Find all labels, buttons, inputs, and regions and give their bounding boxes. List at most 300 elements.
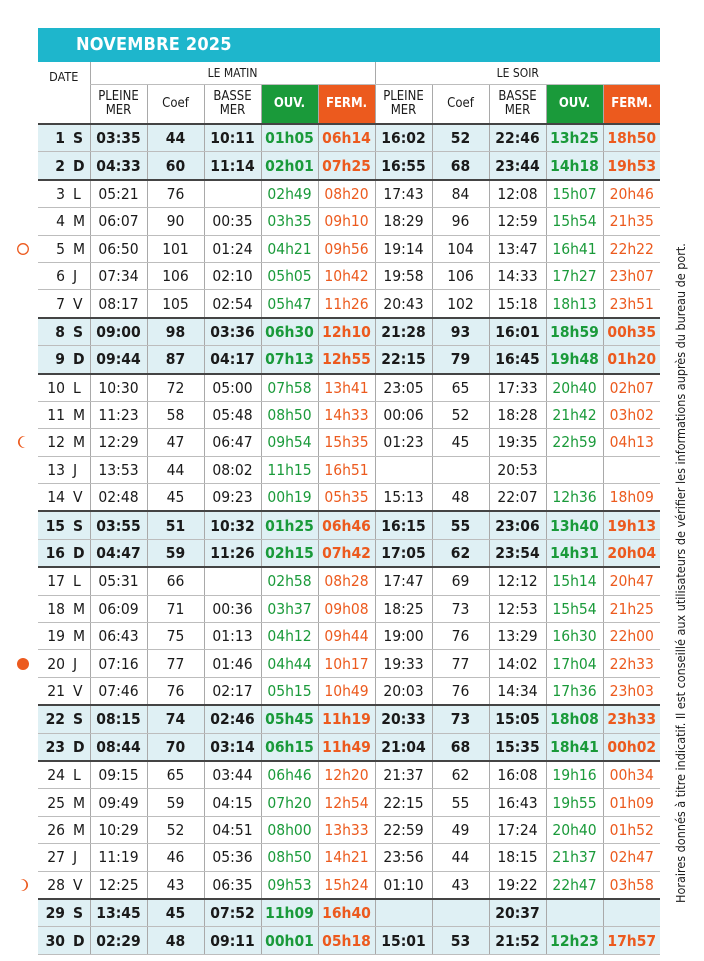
coef-evening-cell: 62	[432, 539, 489, 567]
high-tide-morning-cell: 11:19	[90, 844, 147, 871]
closing-evening-cell: 22h22	[603, 235, 660, 262]
table-row	[38, 262, 660, 289]
closing-morning-cell: 10h49	[318, 677, 375, 705]
opening-evening-cell	[546, 899, 603, 927]
high-tide-morning-cell: 09:44	[90, 346, 147, 374]
opening-evening-cell: 15h07	[546, 180, 603, 208]
closing-morning-cell: 09h44	[318, 623, 375, 650]
high-tide-morning-cell: 13:45	[90, 899, 147, 927]
table-row	[38, 816, 660, 843]
low-tide-morning-cell: 05:00	[204, 374, 261, 402]
closing-evening-cell: 18h09	[603, 484, 660, 512]
high-tide-morning-cell: 05:21	[90, 180, 147, 208]
opening-morning-cell: 11h15	[261, 456, 318, 483]
table-row	[38, 733, 660, 761]
coef-evening-cell: 73	[432, 595, 489, 622]
table-row	[38, 401, 660, 428]
coef-morning-cell: 44	[147, 456, 204, 483]
low-tide-evening-cell: 18:15	[489, 844, 546, 871]
opening-evening-cell: 18h59	[546, 318, 603, 346]
low-tide-morning-cell: 06:47	[204, 429, 261, 456]
opening-morning-cell: 02h49	[261, 180, 318, 208]
low-tide-morning-cell: 03:14	[204, 733, 261, 761]
closing-evening-cell: 18h50	[603, 124, 660, 152]
closing-evening-cell: 21h25	[603, 595, 660, 622]
table-row	[38, 595, 660, 622]
low-tide-morning-cell	[204, 567, 261, 595]
coef-evening-cell: 102	[432, 290, 489, 318]
coef-evening-cell: 44	[432, 844, 489, 871]
low-tide-evening-cell: 18:28	[489, 401, 546, 428]
low-tide-morning-cell: 04:51	[204, 816, 261, 843]
coef-morning-cell: 105	[147, 290, 204, 318]
opening-morning-cell: 00h19	[261, 484, 318, 512]
low-tide-morning-cell: 02:54	[204, 290, 261, 318]
closing-evening-cell	[603, 456, 660, 483]
opening-evening-cell: 17h27	[546, 262, 603, 289]
opening-morning-cell: 00h01	[261, 927, 318, 954]
high-tide-morning-cell: 06:07	[90, 208, 147, 235]
opening-evening-cell: 22h59	[546, 429, 603, 456]
opening-header-morning: OUV.	[261, 85, 318, 125]
low-tide-morning-cell: 09:11	[204, 927, 261, 954]
high-tide-morning-cell: 05:31	[90, 567, 147, 595]
coef-evening-cell: 73	[432, 705, 489, 733]
table-row	[38, 429, 660, 456]
high-tide-morning-cell: 12:25	[90, 871, 147, 899]
coef-evening-cell: 62	[432, 761, 489, 789]
opening-morning-cell: 08h50	[261, 844, 318, 871]
closing-morning-cell: 13h41	[318, 374, 375, 402]
opening-evening-cell	[546, 456, 603, 483]
high-tide-evening-cell: 15:01	[375, 927, 432, 954]
high-tide-morning-cell: 04:33	[90, 152, 147, 180]
table-row	[38, 318, 660, 346]
high-tide-morning-cell: 09:15	[90, 761, 147, 789]
low-tide-evening-cell: 19:22	[489, 871, 546, 899]
weekday-cell: V	[69, 484, 90, 512]
coef-evening-cell: 68	[432, 733, 489, 761]
closing-morning-cell: 07h42	[318, 539, 375, 567]
weekday-cell: L	[69, 180, 90, 208]
high-tide-evening-cell: 17:43	[375, 180, 432, 208]
coef-morning-cell: 48	[147, 927, 204, 954]
low-tide-morning-cell	[204, 180, 261, 208]
low-tide-evening-cell: 15:18	[489, 290, 546, 318]
closing-morning-cell: 13h33	[318, 816, 375, 843]
table-row	[38, 235, 660, 262]
closing-morning-cell: 08h20	[318, 180, 375, 208]
opening-evening-cell: 18h13	[546, 290, 603, 318]
table-row	[38, 456, 660, 483]
low-tide-morning-cell: 01:24	[204, 235, 261, 262]
low-tide-morning-cell: 01:13	[204, 623, 261, 650]
high-tide-evening-cell	[375, 899, 432, 927]
opening-evening-cell: 13h25	[546, 124, 603, 152]
low-tide-evening-cell: 23:44	[489, 152, 546, 180]
closing-evening-cell: 00h34	[603, 761, 660, 789]
low-tide-evening-cell: 12:53	[489, 595, 546, 622]
opening-morning-cell: 11h09	[261, 899, 318, 927]
closing-evening-cell: 21h35	[603, 208, 660, 235]
low-tide-morning-cell: 07:52	[204, 899, 261, 927]
new-moon-icon	[16, 657, 30, 671]
low-tide-evening-cell: 22:07	[489, 484, 546, 512]
day-cell: 29	[38, 899, 69, 927]
opening-evening-cell: 19h16	[546, 761, 603, 789]
closing-evening-cell: 23h07	[603, 262, 660, 289]
day-cell: 16	[38, 539, 69, 567]
opening-evening-cell: 22h47	[546, 871, 603, 899]
opening-evening-cell: 16h30	[546, 623, 603, 650]
coef-morning-cell: 76	[147, 677, 204, 705]
closing-morning-cell: 15h35	[318, 429, 375, 456]
opening-morning-cell: 04h44	[261, 650, 318, 677]
coef-header-morning: Coef	[147, 85, 204, 125]
coef-morning-cell: 77	[147, 650, 204, 677]
table-row	[38, 124, 660, 152]
low-tide-header-evening: BASSE MER	[489, 85, 546, 125]
opening-evening-cell: 15h14	[546, 567, 603, 595]
opening-evening-cell: 19h48	[546, 346, 603, 374]
opening-header-evening: OUV.	[546, 85, 603, 125]
weekday-cell: M	[69, 208, 90, 235]
low-tide-evening-cell: 20:53	[489, 456, 546, 483]
coef-evening-cell: 96	[432, 208, 489, 235]
high-tide-evening-cell: 21:04	[375, 733, 432, 761]
low-tide-morning-cell: 01:46	[204, 650, 261, 677]
coef-evening-cell: 48	[432, 484, 489, 512]
closing-morning-cell: 16h40	[318, 899, 375, 927]
coef-morning-cell: 101	[147, 235, 204, 262]
closing-morning-cell: 11h49	[318, 733, 375, 761]
high-tide-evening-cell: 18:29	[375, 208, 432, 235]
high-tide-evening-cell: 22:15	[375, 346, 432, 374]
weekday-cell: S	[69, 124, 90, 152]
low-tide-evening-cell: 23:54	[489, 539, 546, 567]
low-tide-evening-cell: 16:43	[489, 789, 546, 816]
high-tide-morning-cell: 02:29	[90, 927, 147, 954]
opening-evening-cell: 20h40	[546, 374, 603, 402]
day-cell: 8	[38, 318, 69, 346]
low-tide-morning-cell: 09:23	[204, 484, 261, 512]
opening-morning-cell: 05h47	[261, 290, 318, 318]
table-row	[38, 789, 660, 816]
coef-evening-cell: 76	[432, 623, 489, 650]
closing-morning-cell: 15h24	[318, 871, 375, 899]
opening-morning-cell: 03h37	[261, 595, 318, 622]
day-cell: 3	[38, 180, 69, 208]
low-tide-evening-cell: 12:12	[489, 567, 546, 595]
coef-morning-cell: 45	[147, 484, 204, 512]
low-tide-morning-cell: 05:36	[204, 844, 261, 871]
high-tide-morning-cell: 08:44	[90, 733, 147, 761]
opening-morning-cell: 02h15	[261, 539, 318, 567]
low-tide-evening-cell: 12:59	[489, 208, 546, 235]
high-tide-morning-cell: 07:16	[90, 650, 147, 677]
low-tide-morning-cell: 10:11	[204, 124, 261, 152]
low-tide-evening-cell: 15:05	[489, 705, 546, 733]
closing-morning-cell: 06h14	[318, 124, 375, 152]
closing-evening-cell: 00h35	[603, 318, 660, 346]
opening-evening-cell: 18h08	[546, 705, 603, 733]
day-cell: 18	[38, 595, 69, 622]
low-tide-morning-cell: 06:35	[204, 871, 261, 899]
opening-evening-cell: 17h36	[546, 677, 603, 705]
coef-morning-cell: 52	[147, 816, 204, 843]
table-row	[38, 208, 660, 235]
high-tide-evening-cell: 19:33	[375, 650, 432, 677]
coef-evening-cell	[432, 899, 489, 927]
weekday-cell: D	[69, 927, 90, 954]
high-tide-evening-cell: 21:37	[375, 761, 432, 789]
opening-morning-cell: 07h20	[261, 789, 318, 816]
opening-morning-cell: 09h54	[261, 429, 318, 456]
low-tide-morning-cell: 11:14	[204, 152, 261, 180]
high-tide-morning-cell: 07:46	[90, 677, 147, 705]
low-tide-evening-cell: 17:24	[489, 816, 546, 843]
weekday-cell: M	[69, 623, 90, 650]
table-row	[38, 871, 660, 899]
low-tide-evening-cell: 22:46	[489, 124, 546, 152]
weekday-cell: V	[69, 290, 90, 318]
day-cell: 5	[38, 235, 69, 262]
month-title-bar	[38, 28, 660, 62]
first-quarter-moon-icon	[16, 878, 30, 892]
opening-evening-cell: 19h55	[546, 789, 603, 816]
weekday-cell: J	[69, 844, 90, 871]
weekday-cell: V	[69, 677, 90, 705]
opening-morning-cell: 01h05	[261, 124, 318, 152]
table-row	[38, 567, 660, 595]
closing-evening-cell: 02h47	[603, 844, 660, 871]
closing-evening-cell: 23h33	[603, 705, 660, 733]
opening-evening-cell: 21h42	[546, 401, 603, 428]
day-cell: 22	[38, 705, 69, 733]
day-cell: 15	[38, 511, 69, 539]
coef-morning-cell: 51	[147, 511, 204, 539]
last-quarter-moon-icon	[16, 435, 30, 449]
coef-morning-cell: 66	[147, 567, 204, 595]
closing-evening-cell: 04h13	[603, 429, 660, 456]
date-header: DATE	[38, 62, 90, 124]
low-tide-morning-cell: 03:36	[204, 318, 261, 346]
high-tide-morning-cell: 09:49	[90, 789, 147, 816]
opening-morning-cell: 02h58	[261, 567, 318, 595]
table-row	[38, 290, 660, 318]
opening-evening-cell: 13h40	[546, 511, 603, 539]
day-cell: 20	[38, 650, 69, 677]
closing-evening-cell: 01h20	[603, 346, 660, 374]
closing-evening-cell: 23h03	[603, 677, 660, 705]
closing-evening-cell: 19h53	[603, 152, 660, 180]
day-cell: 14	[38, 484, 69, 512]
weekday-cell: V	[69, 871, 90, 899]
closing-evening-cell: 20h47	[603, 567, 660, 595]
coef-morning-cell: 58	[147, 401, 204, 428]
opening-evening-cell: 21h37	[546, 844, 603, 871]
day-cell: 10	[38, 374, 69, 402]
high-tide-evening-cell: 16:55	[375, 152, 432, 180]
day-cell: 23	[38, 733, 69, 761]
closing-evening-cell: 23h51	[603, 290, 660, 318]
day-cell: 7	[38, 290, 69, 318]
high-tide-morning-cell: 07:34	[90, 262, 147, 289]
high-tide-morning-cell: 13:53	[90, 456, 147, 483]
low-tide-morning-cell: 05:48	[204, 401, 261, 428]
coef-morning-cell: 106	[147, 262, 204, 289]
closing-morning-cell: 11h26	[318, 290, 375, 318]
weekday-cell: M	[69, 235, 90, 262]
closing-morning-cell: 12h54	[318, 789, 375, 816]
closing-evening-cell	[603, 899, 660, 927]
coef-evening-cell: 77	[432, 650, 489, 677]
closing-header-morning: FERM.	[318, 85, 375, 125]
day-cell: 28	[38, 871, 69, 899]
weekday-cell: S	[69, 899, 90, 927]
closing-evening-cell: 22h00	[603, 623, 660, 650]
day-cell: 6	[38, 262, 69, 289]
high-tide-morning-cell: 12:29	[90, 429, 147, 456]
high-tide-evening-cell: 21:28	[375, 318, 432, 346]
coef-morning-cell: 60	[147, 152, 204, 180]
day-cell: 4	[38, 208, 69, 235]
day-cell: 25	[38, 789, 69, 816]
low-tide-morning-cell: 02:10	[204, 262, 261, 289]
coef-evening-cell: 68	[432, 152, 489, 180]
low-tide-morning-cell: 03:44	[204, 761, 261, 789]
coef-morning-cell: 43	[147, 871, 204, 899]
weekday-cell: S	[69, 318, 90, 346]
opening-morning-cell: 06h46	[261, 761, 318, 789]
day-cell: 11	[38, 401, 69, 428]
coef-morning-cell: 46	[147, 844, 204, 871]
high-tide-evening-cell: 22:15	[375, 789, 432, 816]
low-tide-evening-cell: 17:33	[489, 374, 546, 402]
opening-morning-cell: 06h15	[261, 733, 318, 761]
low-tide-evening-cell: 20:37	[489, 899, 546, 927]
coef-evening-cell	[432, 456, 489, 483]
high-tide-header-morning: PLEINE MER	[90, 85, 147, 125]
closing-evening-cell: 03h58	[603, 871, 660, 899]
high-tide-evening-cell: 01:23	[375, 429, 432, 456]
coef-morning-cell: 76	[147, 180, 204, 208]
weekday-cell: M	[69, 401, 90, 428]
coef-evening-cell: 104	[432, 235, 489, 262]
coef-morning-cell: 71	[147, 595, 204, 622]
closing-evening-cell: 03h02	[603, 401, 660, 428]
coef-header-evening: Coef	[432, 85, 489, 125]
disclaimer-note: Horaires donnés à titre indicatif. Il est conseillé aux utilisateurs de vérifier les informations auprès du bureau de port.	[673, 243, 688, 903]
high-tide-morning-cell: 06:50	[90, 235, 147, 262]
closing-morning-cell: 10h17	[318, 650, 375, 677]
day-cell: 1	[38, 124, 69, 152]
opening-evening-cell: 15h54	[546, 595, 603, 622]
low-tide-morning-cell: 02:17	[204, 677, 261, 705]
opening-morning-cell: 08h50	[261, 401, 318, 428]
closing-morning-cell: 07h25	[318, 152, 375, 180]
coef-morning-cell: 74	[147, 705, 204, 733]
low-tide-evening-cell: 21:52	[489, 927, 546, 954]
weekday-cell: M	[69, 429, 90, 456]
table-row	[38, 623, 660, 650]
opening-evening-cell: 16h41	[546, 235, 603, 262]
high-tide-evening-cell: 00:06	[375, 401, 432, 428]
coef-evening-cell: 52	[432, 124, 489, 152]
high-tide-evening-cell: 16:02	[375, 124, 432, 152]
coef-morning-cell: 59	[147, 539, 204, 567]
high-tide-evening-cell: 22:59	[375, 816, 432, 843]
day-cell: 26	[38, 816, 69, 843]
table-row	[38, 844, 660, 871]
opening-evening-cell: 12h36	[546, 484, 603, 512]
coef-morning-cell: 75	[147, 623, 204, 650]
closing-evening-cell: 19h13	[603, 511, 660, 539]
closing-evening-cell: 20h46	[603, 180, 660, 208]
low-tide-morning-cell: 08:02	[204, 456, 261, 483]
opening-morning-cell: 04h21	[261, 235, 318, 262]
high-tide-morning-cell: 03:55	[90, 511, 147, 539]
opening-evening-cell: 18h41	[546, 733, 603, 761]
day-cell: 24	[38, 761, 69, 789]
low-tide-evening-cell: 16:08	[489, 761, 546, 789]
opening-morning-cell: 04h12	[261, 623, 318, 650]
closing-morning-cell: 09h56	[318, 235, 375, 262]
closing-morning-cell: 16h51	[318, 456, 375, 483]
day-cell: 12	[38, 429, 69, 456]
closing-morning-cell: 08h28	[318, 567, 375, 595]
full-moon-icon	[16, 242, 30, 256]
high-tide-morning-cell: 10:29	[90, 816, 147, 843]
day-cell: 17	[38, 567, 69, 595]
high-tide-evening-cell	[375, 456, 432, 483]
high-tide-evening-cell: 01:10	[375, 871, 432, 899]
tide-table	[38, 62, 660, 955]
low-tide-evening-cell: 16:45	[489, 346, 546, 374]
high-tide-morning-cell: 06:43	[90, 623, 147, 650]
weekday-cell: D	[69, 539, 90, 567]
opening-morning-cell: 03h35	[261, 208, 318, 235]
weekday-cell: L	[69, 374, 90, 402]
low-tide-morning-cell: 04:17	[204, 346, 261, 374]
high-tide-evening-cell: 23:56	[375, 844, 432, 871]
closing-evening-cell: 01h09	[603, 789, 660, 816]
coef-evening-cell: 55	[432, 789, 489, 816]
low-tide-morning-cell: 11:26	[204, 539, 261, 567]
coef-evening-cell: 65	[432, 374, 489, 402]
table-row	[38, 180, 660, 208]
high-tide-evening-cell: 18:25	[375, 595, 432, 622]
opening-morning-cell: 09h53	[261, 871, 318, 899]
high-tide-evening-cell: 19:14	[375, 235, 432, 262]
coef-evening-cell: 106	[432, 262, 489, 289]
weekday-cell: D	[69, 346, 90, 374]
coef-evening-cell: 53	[432, 927, 489, 954]
closing-evening-cell: 00h02	[603, 733, 660, 761]
weekday-cell: M	[69, 816, 90, 843]
low-tide-morning-cell: 00:36	[204, 595, 261, 622]
coef-evening-cell: 43	[432, 871, 489, 899]
tide-rows	[38, 124, 660, 954]
coef-morning-cell: 65	[147, 761, 204, 789]
opening-morning-cell: 08h00	[261, 816, 318, 843]
low-tide-evening-cell: 23:06	[489, 511, 546, 539]
day-cell: 27	[38, 844, 69, 871]
low-tide-morning-cell: 00:35	[204, 208, 261, 235]
evening-header: LE SOIR	[375, 62, 660, 85]
closing-header-evening: FERM.	[603, 85, 660, 125]
opening-evening-cell: 15h54	[546, 208, 603, 235]
